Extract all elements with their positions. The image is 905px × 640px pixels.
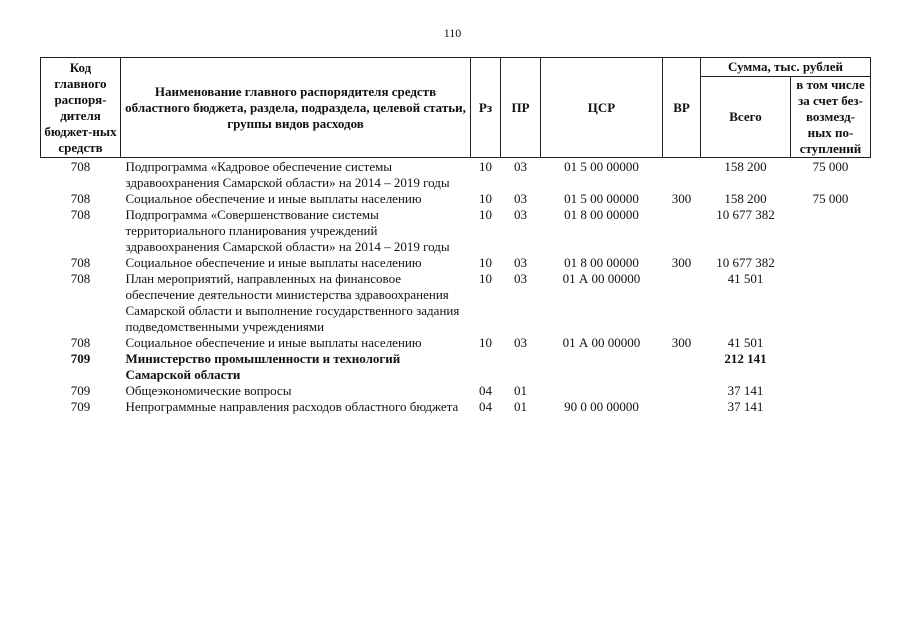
cell-total: 212 141 bbox=[724, 351, 767, 366]
cell-incl bbox=[791, 207, 871, 255]
cell-vr bbox=[663, 383, 701, 399]
cell-total: 37 141 bbox=[727, 399, 764, 414]
cell-code: 708 bbox=[70, 335, 91, 350]
cell-csr bbox=[541, 351, 663, 383]
cell-name: Общеэкономические вопросы bbox=[125, 383, 292, 398]
cell-incl bbox=[791, 335, 871, 351]
cell-vr bbox=[663, 271, 701, 335]
cell-pr bbox=[501, 351, 541, 383]
cell-pr: 03 bbox=[514, 191, 527, 206]
cell-rz: 10 bbox=[479, 191, 492, 206]
cell-code: 708 bbox=[70, 159, 91, 174]
table-row bbox=[41, 383, 871, 399]
cell-name: Подпрограмма «Кадровое обеспечение системы здравоохранения Самарской области» на 2014 – 2019 годы bbox=[125, 159, 450, 190]
table-row bbox=[41, 158, 871, 192]
cell-incl: 75 000 bbox=[812, 191, 849, 206]
budget-table bbox=[40, 57, 871, 415]
header-rz: Рз bbox=[471, 58, 501, 158]
cell-total: 158 200 bbox=[724, 191, 767, 206]
cell-csr: 01 5 00 00000 bbox=[564, 159, 639, 174]
header-csr: ЦСР bbox=[541, 58, 663, 158]
cell-csr: 90 0 00 00000 bbox=[564, 399, 639, 414]
cell-csr: 01 5 00 00000 bbox=[564, 191, 639, 206]
cell-vr: 300 bbox=[671, 255, 692, 270]
cell-total: 41 501 bbox=[727, 335, 764, 350]
table-row bbox=[41, 207, 871, 255]
cell-name: Социальное обеспечение и иные выплаты населению bbox=[125, 255, 422, 270]
cell-rz: 10 bbox=[479, 207, 492, 222]
cell-vr: 300 bbox=[671, 335, 692, 350]
cell-name: Непрограммные направления расходов областного бюджета bbox=[125, 399, 459, 414]
cell-incl bbox=[791, 383, 871, 399]
cell-incl bbox=[791, 255, 871, 271]
cell-vr bbox=[663, 158, 701, 192]
table-row bbox=[41, 399, 871, 415]
cell-incl bbox=[791, 271, 871, 335]
cell-pr: 03 bbox=[514, 255, 527, 270]
cell-vr bbox=[663, 351, 701, 383]
cell-name: Министерство промышленности и технологий Самарской области bbox=[125, 351, 401, 382]
cell-csr: 01 А 00 00000 bbox=[562, 271, 641, 286]
cell-code: 708 bbox=[70, 207, 91, 222]
header-name: Наименование главного распорядителя средств областного бюджета, раздела, подраздела, целевой статьи, группы видов расходов bbox=[121, 58, 471, 158]
cell-rz: 10 bbox=[479, 335, 492, 350]
cell-code: 708 bbox=[70, 271, 91, 286]
cell-total: 10 677 382 bbox=[716, 207, 775, 222]
header-sum: Сумма, тыс. рублей bbox=[701, 58, 871, 77]
cell-code: 709 bbox=[70, 383, 91, 398]
table-row bbox=[41, 351, 871, 383]
table-row bbox=[41, 191, 871, 207]
cell-csr: 01 8 00 00000 bbox=[564, 255, 639, 270]
cell-name: Социальное обеспечение и иные выплаты населению bbox=[125, 335, 422, 350]
cell-pr: 03 bbox=[514, 207, 527, 222]
cell-pr: 01 bbox=[514, 383, 527, 398]
cell-csr: 01 А 00 00000 bbox=[562, 335, 641, 350]
cell-rz: 10 bbox=[479, 159, 492, 174]
cell-incl bbox=[791, 351, 871, 383]
cell-code: 708 bbox=[70, 255, 91, 270]
cell-pr: 03 bbox=[514, 271, 527, 286]
cell-code: 709 bbox=[70, 351, 91, 366]
cell-name: Подпрограмма «Совершенствование системы территориального планирования учреждений здравоохранения Самарской области» на 2014 – 2019 годы bbox=[125, 207, 450, 254]
page-number: 110 bbox=[443, 26, 462, 40]
cell-vr bbox=[663, 399, 701, 415]
cell-rz: 04 bbox=[479, 383, 492, 398]
cell-vr bbox=[663, 207, 701, 255]
cell-total: 37 141 bbox=[727, 383, 764, 398]
header-total: Всего bbox=[701, 77, 791, 158]
header-vr: ВР bbox=[663, 58, 701, 158]
table-row bbox=[41, 271, 871, 335]
cell-vr: 300 bbox=[671, 191, 692, 206]
cell-csr: 01 8 00 00000 bbox=[564, 207, 639, 222]
cell-incl: 75 000 bbox=[812, 159, 849, 174]
cell-total: 41 501 bbox=[727, 271, 764, 286]
cell-code: 709 bbox=[70, 399, 91, 414]
cell-rz: 04 bbox=[479, 399, 492, 414]
cell-rz: 10 bbox=[479, 255, 492, 270]
cell-name: Социальное обеспечение и иные выплаты населению bbox=[125, 191, 422, 206]
table-row bbox=[41, 255, 871, 271]
cell-rz: 10 bbox=[479, 271, 492, 286]
cell-incl bbox=[791, 399, 871, 415]
cell-rz bbox=[471, 351, 501, 383]
header-pr: ПР bbox=[501, 58, 541, 158]
cell-pr: 03 bbox=[514, 335, 527, 350]
cell-name: План мероприятий, направленных на финансовое обеспечение деятельности министерства здравоохранения Самарской области и выполнение государственного задания подведомственными учреждениями bbox=[125, 271, 460, 334]
cell-total: 158 200 bbox=[724, 159, 767, 174]
header-code: Код главного распоря-дителя бюджет-ных средств bbox=[41, 58, 121, 158]
table-row bbox=[41, 335, 871, 351]
cell-pr: 03 bbox=[514, 159, 527, 174]
cell-pr: 01 bbox=[514, 399, 527, 414]
cell-csr bbox=[541, 383, 663, 399]
cell-code: 708 bbox=[70, 191, 91, 206]
header-incl: в том числе за счет без-возмезд-ных по-ступлений bbox=[791, 77, 871, 158]
cell-total: 10 677 382 bbox=[716, 255, 775, 270]
